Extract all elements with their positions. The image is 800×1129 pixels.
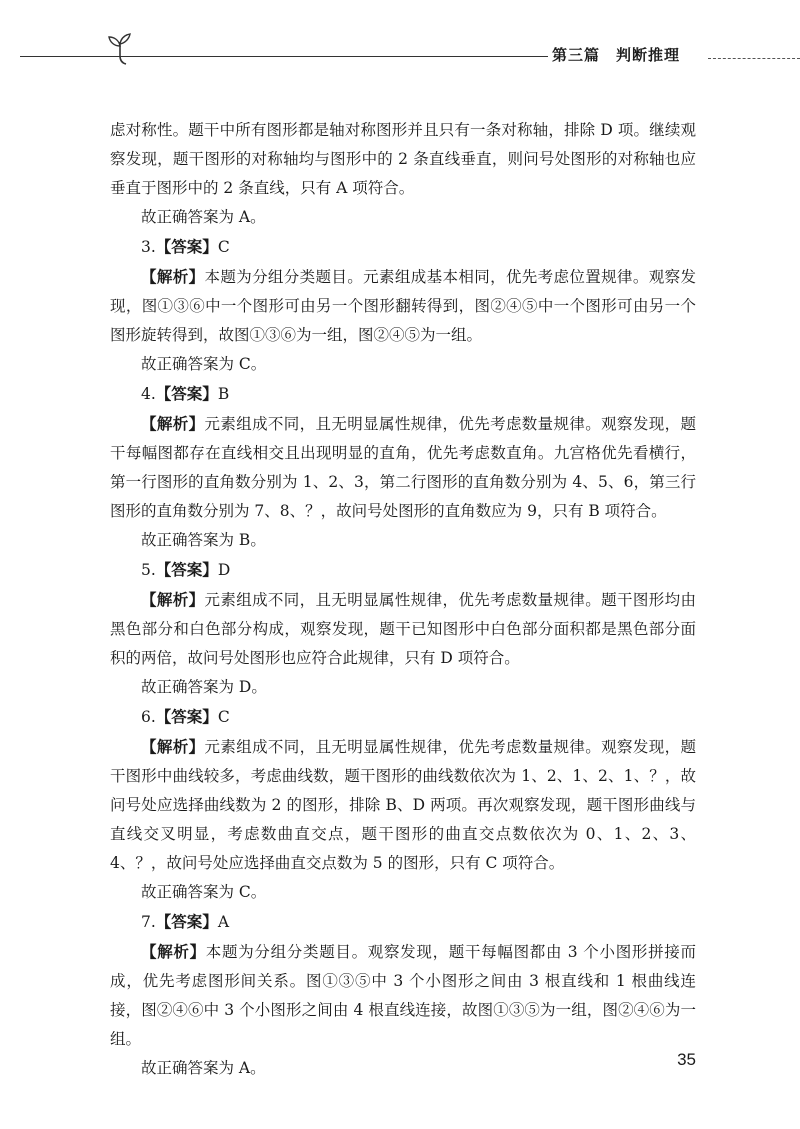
question-number: 3. xyxy=(141,238,156,256)
conclusion-5: 故正确答案为 D。 xyxy=(141,678,267,696)
answer-label: 【答案】 xyxy=(155,384,218,403)
answer-label: 【答案】 xyxy=(155,912,218,931)
paragraph-continued: 虑对称性。题干中所有图形都是轴对称图形并且只有一条对称轴，排除 D 项。继续观察发现，题干图形的对称轴均与图形中的 2 条直线垂直，则问号处图形的对称轴也应垂直于图形中的 2 条直线，只有 A 项符合。 xyxy=(110,121,696,197)
analysis-7 xyxy=(110,937,696,1054)
answer-value: A xyxy=(217,913,230,931)
answer-6 xyxy=(110,702,696,732)
answer-value: B xyxy=(217,385,230,403)
analysis-text: 元素组成不同，且无明显属性规律，优先考虑数量规律。观察发现，题干每幅图都存在直线相交且出现明显的直角，优先考虑数直角。九宫格优先看横行，第一行图形的直角数分别为 1、2、3，第二行图形的直角数分别为 4、5、6，第三行图形的直角数分别为 7、8、？，故问号处图形的直角数应为 9，只有 B 项符合。 xyxy=(110,415,696,520)
answer-3 xyxy=(110,232,696,262)
analysis-text: 元素组成不同，且无明显属性规律，优先考虑数量规律。观察发现，题干图形中曲线较多，考虑曲线数，题干图形的曲线数依次为 1、2、1、2、1、？，故问号处应选择曲线数为 2 的图形，排除 B、D 两项。再次观察发现，题干图形曲线与直线交叉明显，考虑数曲直交点，题干图形的曲直交点数依次为 0、1、2、3、4、？，故问号处应选择曲直交点数为 5 的图形，只有 C 项符合。 xyxy=(110,738,696,872)
page-number: 35 xyxy=(677,1050,696,1069)
answer-value: D xyxy=(217,561,231,579)
answer-value: C xyxy=(217,238,230,256)
analysis-text: 本题为分组分类题目。观察发现，题干每幅图都由 3 个小图形拼接而成，优先考虑图形间关系。图①③⑤中 3 个小图形之间由 3 根直线和 1 根曲线连接，图②④⑥中 3 个小图形之间由 4 根直线连接，故图①③⑤为一组，图②④⑥为一组。 xyxy=(110,943,696,1048)
conclusion-6: 故正确答案为 C。 xyxy=(141,883,267,901)
analysis-label: 【解析】 xyxy=(141,267,205,286)
sprout-icon xyxy=(100,30,140,70)
answer-label: 【答案】 xyxy=(155,237,218,256)
page-header xyxy=(100,30,800,70)
analysis-label: 【解析】 xyxy=(141,942,206,961)
analysis-text: 元素组成不同，且无明显属性规律，优先考虑数量规律。题干图形均由黑色部分和白色部分构成，观察发现，题干已知图形中白色部分面积都是黑色部分面积的两倍，故问号处图形也应符合此规律，只有 D 项符合。 xyxy=(110,591,696,667)
analysis-4 xyxy=(110,409,696,526)
conclusion-3: 故正确答案为 C。 xyxy=(141,355,267,373)
answer-label: 【答案】 xyxy=(155,560,218,579)
analysis-label: 【解析】 xyxy=(141,737,205,756)
analysis-label: 【解析】 xyxy=(141,590,205,609)
conclusion-7: 故正确答案为 A。 xyxy=(141,1059,266,1077)
section-title: 第三篇 判断推理 xyxy=(552,46,681,64)
answer-5 xyxy=(110,555,696,585)
analysis-text: 本题为分组分类题目。元素组成基本相同，优先考虑位置规律。观察发现，图①③⑥中一个图形可由另一个图形翻转得到，图②④⑤中一个图形可由另一个图形旋转得到，故图①③⑥为一组，图②④⑤为一组。 xyxy=(110,268,696,344)
header-dash-rule xyxy=(708,58,800,59)
analysis-5 xyxy=(110,585,696,673)
question-number: 7. xyxy=(141,913,156,931)
answer-4 xyxy=(110,379,696,409)
answer-value: C xyxy=(217,708,230,726)
page-content xyxy=(110,116,696,1083)
conclusion-4: 故正确答案为 B。 xyxy=(141,531,266,549)
analysis-3 xyxy=(110,262,696,350)
conclusion-2: 故正确答案为 A。 xyxy=(141,208,266,226)
header-rule xyxy=(20,56,548,57)
analysis-label: 【解析】 xyxy=(141,414,205,433)
analysis-6 xyxy=(110,732,696,878)
question-number: 5. xyxy=(141,561,156,579)
question-number: 4. xyxy=(141,385,156,403)
question-number: 6. xyxy=(141,708,156,726)
answer-7 xyxy=(110,907,696,937)
answer-label: 【答案】 xyxy=(155,707,218,726)
